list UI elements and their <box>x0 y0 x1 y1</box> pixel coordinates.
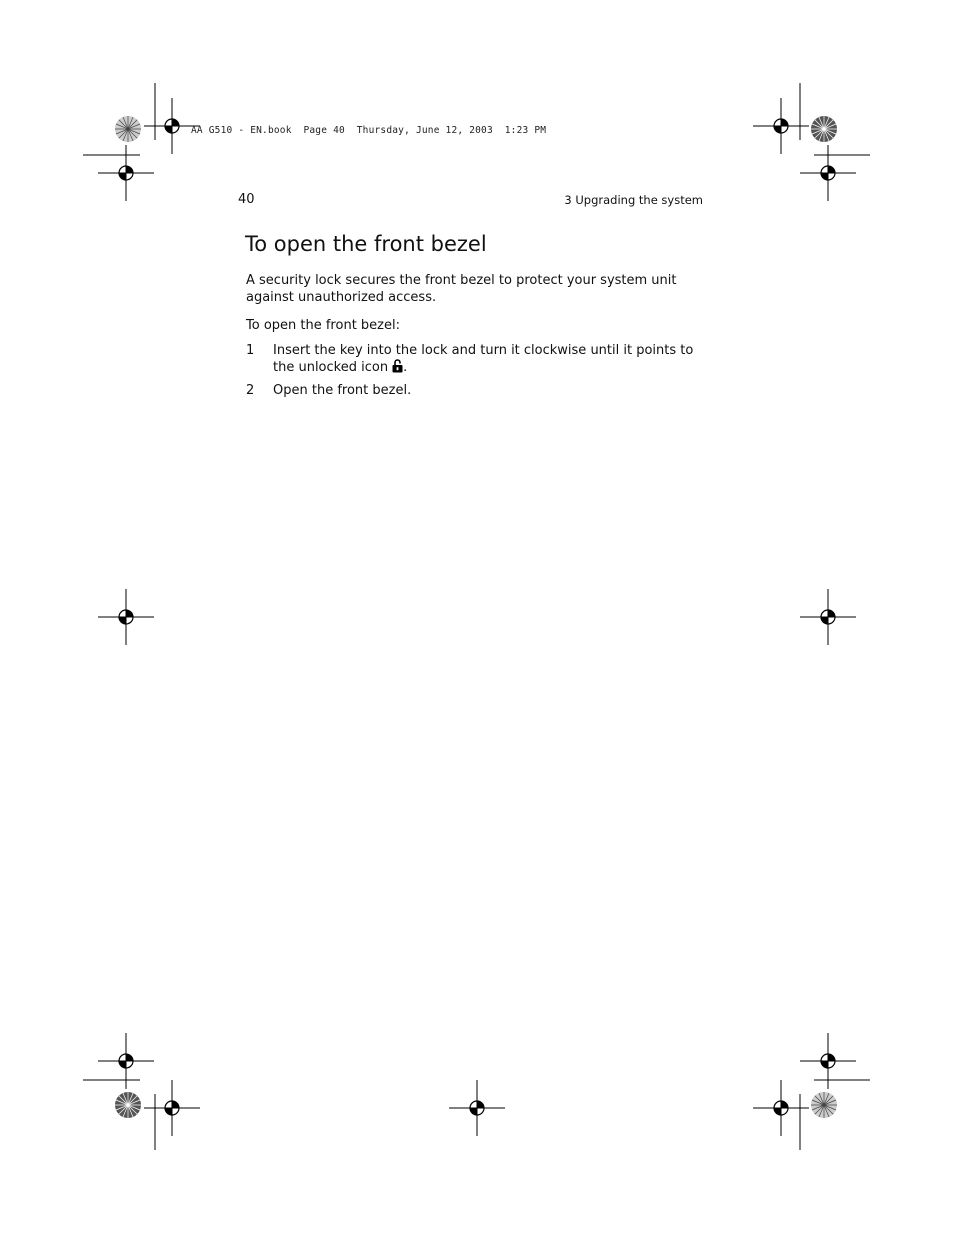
lead-in-paragraph: To open the front bezel: <box>246 318 400 333</box>
running-head: 3 Upgrading the system <box>564 193 703 207</box>
print-slug: AA G510 - EN.book Page 40 Thursday, June 12, 2003 1:23 PM <box>191 125 547 136</box>
step-text-line2: the unlocked icon <box>273 360 389 375</box>
step-number: 1 <box>246 343 255 358</box>
page-number: 40 <box>238 192 255 207</box>
step-text-line1: Insert the key into the lock and turn it clockwise until it points to <box>273 343 694 358</box>
step-text <box>273 342 713 378</box>
step-text-end: . <box>403 360 408 375</box>
step-number: 2 <box>246 383 255 398</box>
unlocked-lock-icon <box>392 359 403 378</box>
section-title: To open the front bezel <box>245 232 487 256</box>
intro-paragraph: A security lock secures the front bezel to protect your system unit against unauthorized access. <box>246 273 677 305</box>
step-text: Open the front bezel. <box>273 383 412 398</box>
